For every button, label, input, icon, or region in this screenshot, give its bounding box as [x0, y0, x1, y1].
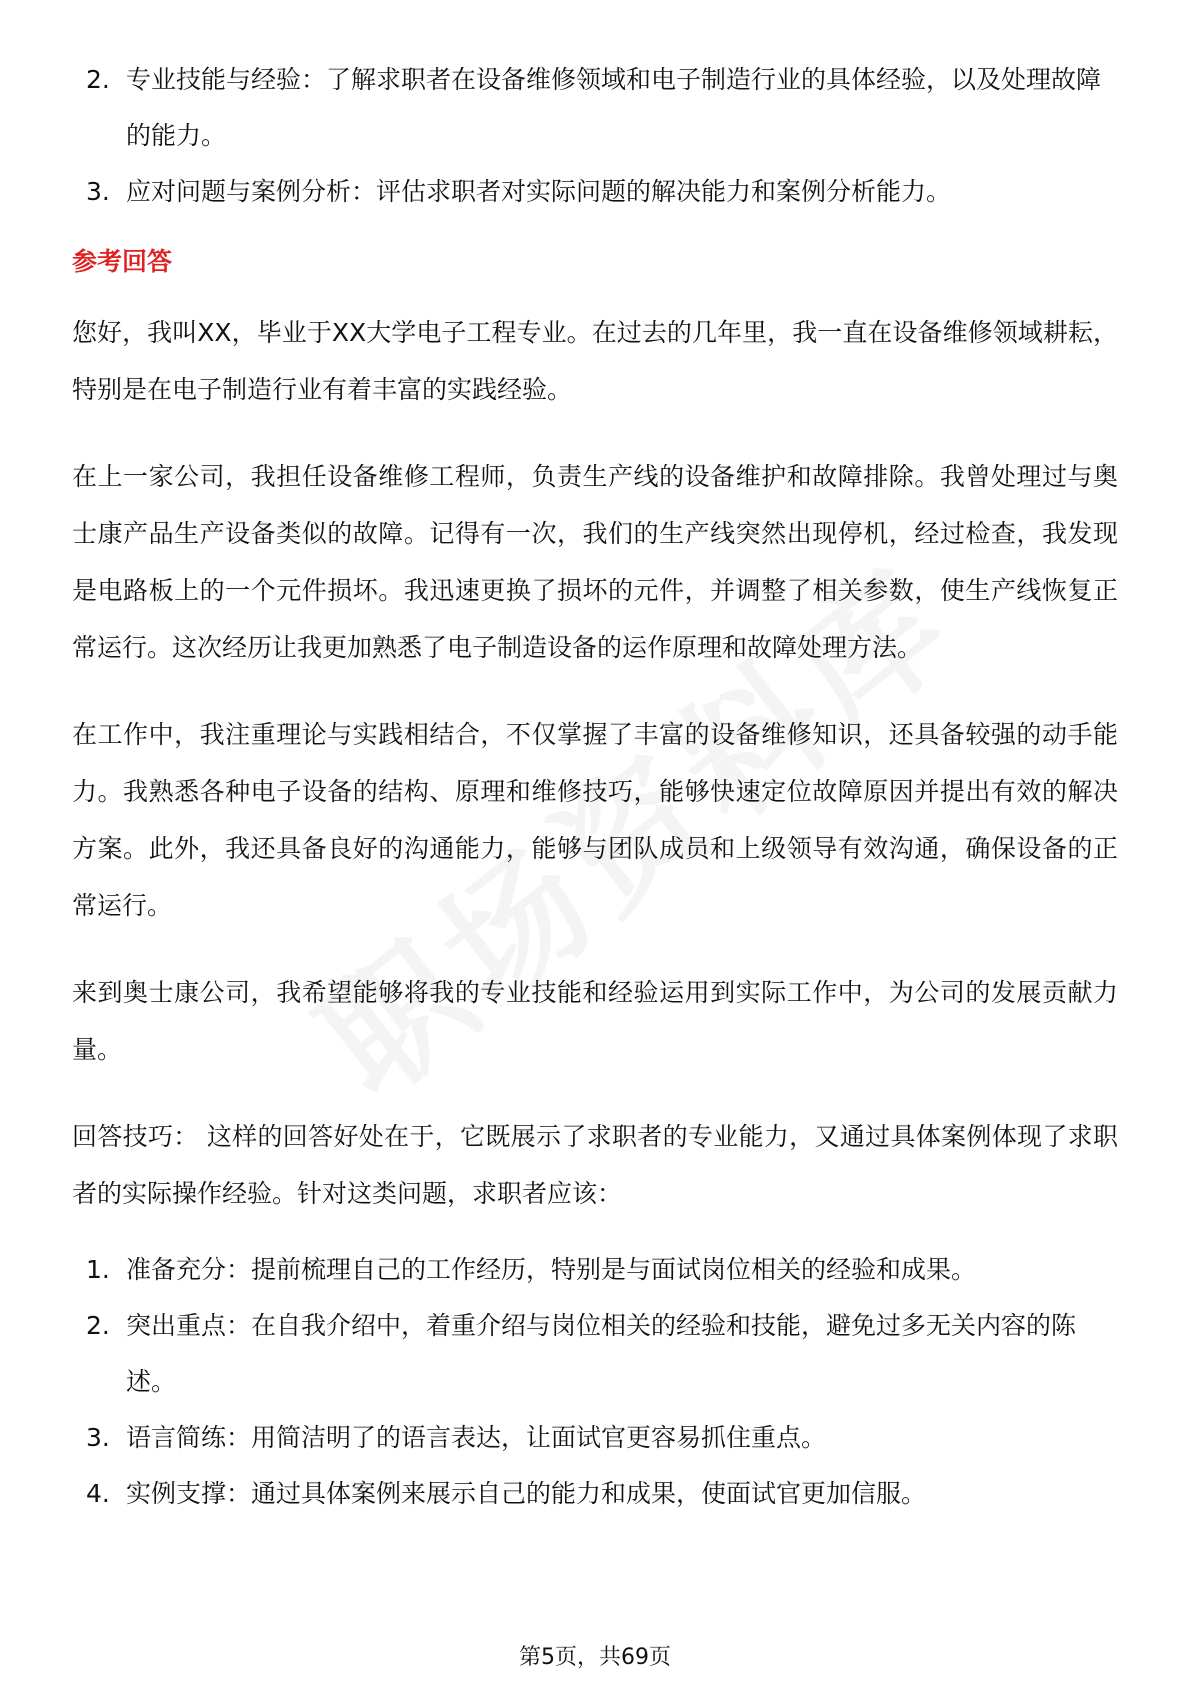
list-number: 2. — [86, 65, 110, 94]
paragraph: 在上一家公司，我担任设备维修工程师，负责生产线的设备维护和故障排除。我曾处理过与奥士康产品生产设备类似的故障。记得有一次，我们的生产线突然出现停机，经过检查，我发现是电路板上的一个元件损坏。我迅速更换了损坏的元件，并调整了相关参数，使生产线恢复正常运行。这次经历让我更加熟悉了电子制造设备的运作原理和故障处理方法。 — [72, 462, 1118, 662]
list-number: 2. — [86, 1311, 110, 1340]
list-text: 准备充分：提前梳理自己的工作经历，特别是与面试岗位相关的经验和成果。 — [126, 1255, 977, 1284]
tips-list — [72, 1242, 1118, 1522]
list-item — [72, 164, 1118, 220]
page-content — [72, 52, 1118, 1522]
paragraph: 回答技巧： 这样的回答好处在于，它既展示了求职者的专业能力，又通过具体案例体现了求职者的实际操作经验。针对这类问题，求职者应该： — [72, 1122, 1118, 1208]
list-text: 突出重点：在自我介绍中，着重介绍与岗位相关的经验和技能，避免过多无关内容的陈述。 — [126, 1311, 1077, 1396]
paragraph: 来到奥士康公司，我希望能够将我的专业技能和经验运用到实际工作中，为公司的发展贡献力量。 — [72, 978, 1118, 1064]
list-number: 4. — [86, 1479, 110, 1508]
criteria-list — [72, 52, 1118, 220]
paragraph: 您好，我叫XX，毕业于XX大学电子工程专业。在过去的几年里，我一直在设备维修领域耕耘，特别是在电子制造行业有着丰富的实践经验。 — [72, 318, 1118, 404]
list-item — [72, 1298, 1118, 1410]
list-item — [72, 52, 1118, 164]
list-text: 实例支撑：通过具体案例来展示自己的能力和成果，使面试官更加信服。 — [126, 1479, 927, 1508]
list-text: 专业技能与经验：了解求职者在设备维修领域和电子制造行业的具体经验，以及处理故障的能力。 — [126, 65, 1102, 150]
paragraph: 在工作中，我注重理论与实践相结合，不仅掌握了丰富的设备维修知识，还具备较强的动手能力。我熟悉各种电子设备的结构、原理和维修技巧，能够快速定位故障原因并提出有效的解决方案。此外，我还具备良好的沟通能力，能够与团队成员和上级领导有效沟通，确保设备的正常运行。 — [72, 720, 1118, 920]
list-number: 3. — [86, 177, 110, 206]
list-item — [72, 1242, 1118, 1298]
list-number: 3. — [86, 1423, 110, 1452]
list-item — [72, 1466, 1118, 1522]
section-heading: 参考回答 — [72, 247, 173, 276]
list-text: 应对问题与案例分析：评估求职者对实际问题的解决能力和案例分析能力。 — [126, 177, 952, 206]
list-text: 语言简练：用简洁明了的语言表达，让面试官更容易抓住重点。 — [126, 1423, 827, 1452]
list-number: 1. — [86, 1255, 110, 1284]
list-item — [72, 1410, 1118, 1466]
page-footer: 第5页，共69页 — [519, 1645, 671, 1670]
